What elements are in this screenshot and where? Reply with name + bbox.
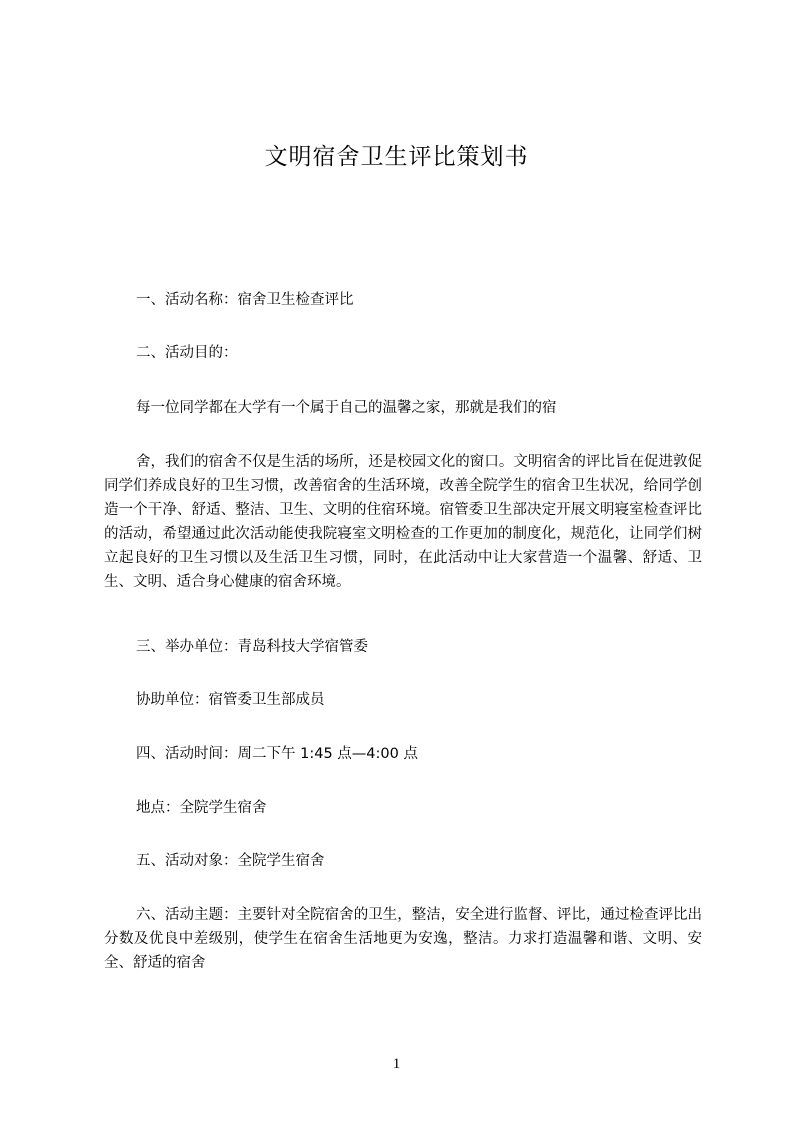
- section-activity-theme: 六、活动主题：主要针对全院宿舍的卫生，整洁，安全进行监督、评比，通过检查评比出分数及优良中差级别，使学生在宿舍生活地更为安逸，整洁。力求打造温馨和谐、文明、安全、舒适的宿舍: [104, 907, 702, 971]
- section-location: 地点：全院学生宿舍: [136, 800, 267, 816]
- section-purpose-heading: 二、活动目的：: [136, 345, 238, 361]
- document-title: 文明宿舍卫生评比策划书: [264, 144, 529, 170]
- section-co-organizer: 协助单位：宿管委卫生部成员: [136, 692, 325, 708]
- purpose-body-paragraph: 舍，我们的宿舍不仅是生活的场所，还是校园文化的窗口。文明宿舍的评比旨在促进敦促同学们养成良好的卫生习惯，改善宿舍的生活环境，改善全院学生的宿舍卫生状况，给同学创造一个干净、舒适、整洁、卫生、文明的住宿环境。宿管委卫生部决定开展文明寝室检查评比的活动，希望通过此次活动能使我院寝室文明检查的工作更加的制度化，规范化，让同学们树立起良好的卫生习惯以及生活卫生习惯，同时，在此活动中让大家营造一个温馨、舒适、卫生、文明、适合身心健康的宿舍环境。: [104, 454, 702, 590]
- purpose-first-line: 每一位同学都在大学有一个属于自己的温馨之家，那就是我们的宿: [136, 400, 557, 416]
- section-activity-time: 四、活动时间：周二下午 1:45 点—4:00 点: [136, 746, 418, 762]
- section-activity-target: 五、活动对象：全院学生宿舍: [136, 853, 325, 869]
- section-organizer: 三、举办单位：青岛科技大学宿管委: [136, 639, 368, 655]
- section-activity-name: 一、活动名称：宿舍卫生检查评比: [136, 292, 354, 308]
- page-number: 1: [392, 1056, 401, 1072]
